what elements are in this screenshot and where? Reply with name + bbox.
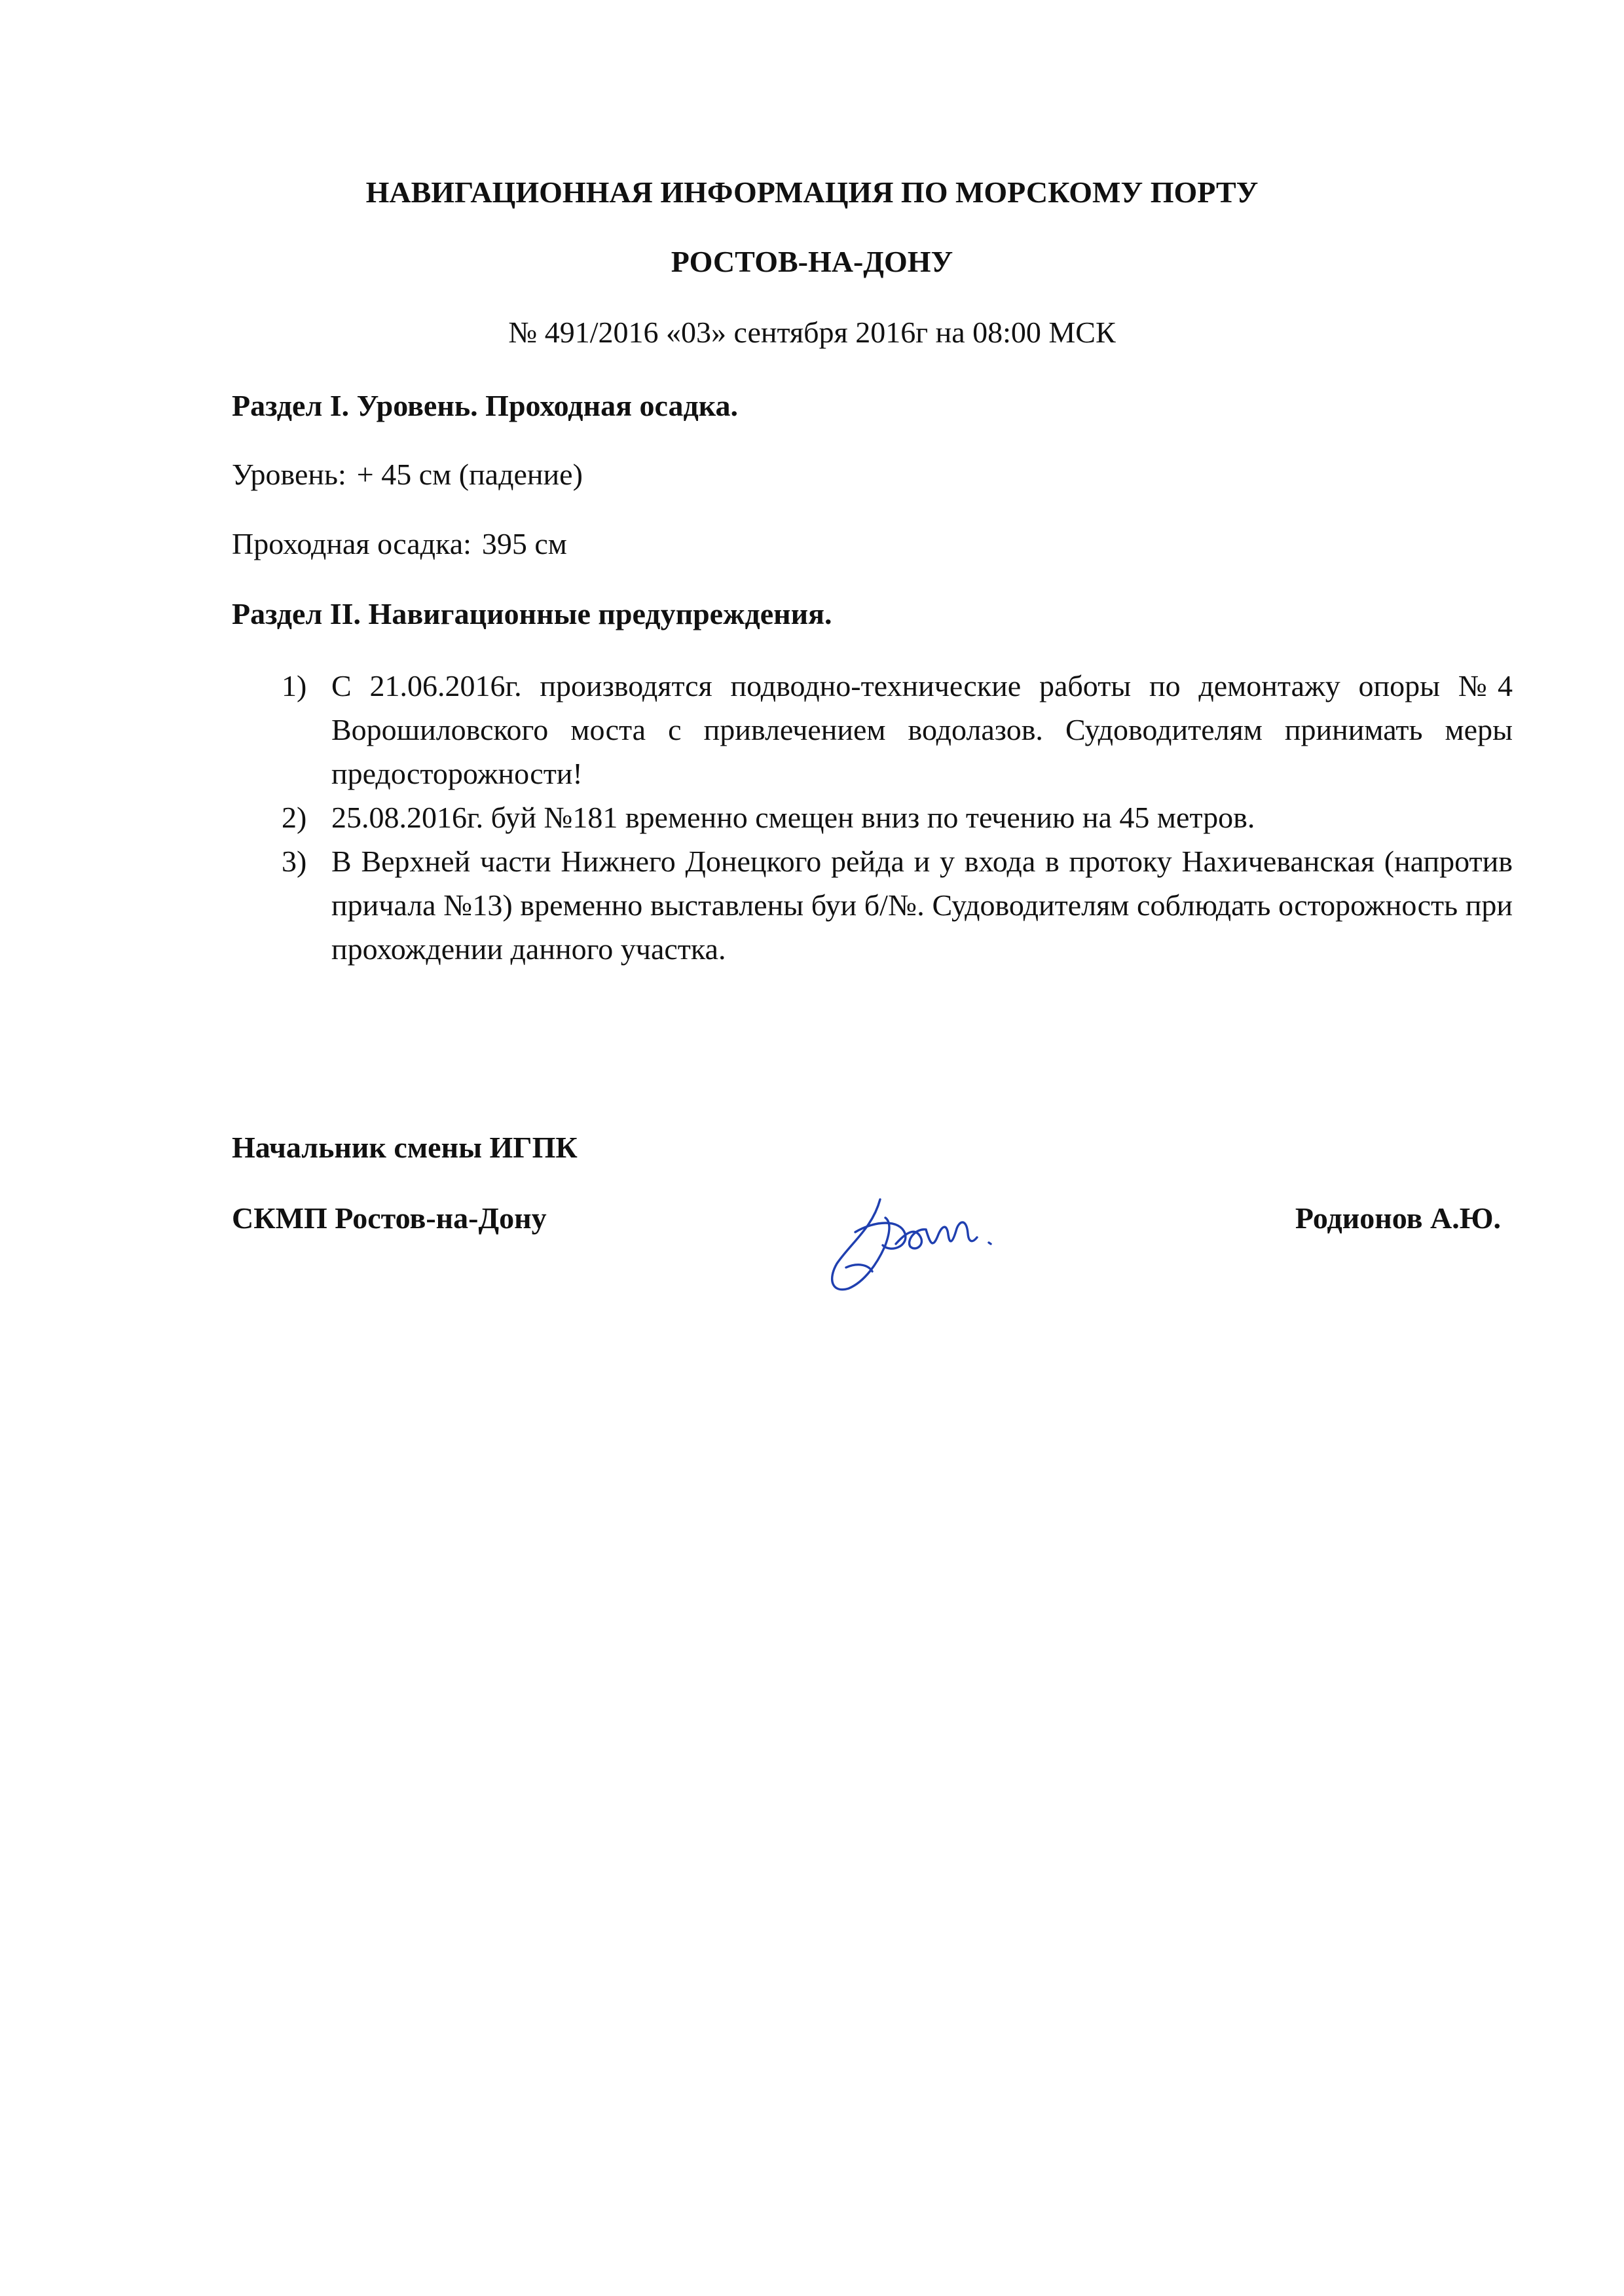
list-item	[282, 664, 1513, 795]
level-field	[232, 456, 583, 493]
section1-heading: Раздел I. Уровень. Проходная осадка.	[232, 389, 739, 422]
document-title-line1: НАВИГАЦИОННАЯ ИНФОРМАЦИЯ ПО МОРСКОМУ ПОРТУ	[365, 175, 1259, 209]
level-value: + 45 см (падение)	[356, 458, 583, 491]
list-item-number: 2)	[282, 801, 307, 834]
draft-label: Проходная осадка:	[232, 527, 471, 560]
draft-value: 395 см	[481, 527, 567, 560]
warnings-list	[282, 664, 1513, 971]
list-item	[282, 839, 1513, 971]
signatory-organization: СКМП Ростов-на-Дону	[232, 1201, 547, 1235]
list-item	[282, 795, 1513, 839]
draft-field	[232, 526, 567, 562]
level-label: Уровень:	[232, 458, 346, 491]
list-item-number: 3)	[282, 845, 307, 878]
signatory-name: Родионов А.Ю.	[1295, 1201, 1501, 1235]
list-item-text: 25.08.2016г. буй №181 временно смещен вниз по течению на 45 метров.	[331, 801, 1255, 834]
signatory-position: Начальник смены ИГПК	[232, 1131, 578, 1164]
section2-heading: Раздел II. Навигационные предупреждения.	[232, 597, 832, 630]
list-item-number: 1)	[282, 669, 307, 702]
document-number-line: № 491/2016 «03» сентября 2016г на 08:00 МСК	[508, 316, 1116, 349]
document-title-line2: РОСТОВ-НА-ДОНУ	[671, 245, 953, 278]
list-item-text: В Верхней части Нижнего Донецкого рейда и у входа в протоку Нахичеванская (напротив причала №13) временно выставлены буи б/№. Судоводителям соблюдать осторожность при прохождении данного участка.	[331, 845, 1513, 966]
signature-strokes	[832, 1199, 991, 1290]
list-item-text: С 21.06.2016г. производятся подводно-технические работы по демонтажу опоры №4 Ворошиловского моста с привлечением водолазов. Судоводителям принимать меры предосторожности!	[331, 669, 1513, 790]
handwritten-signature	[817, 1165, 1014, 1303]
